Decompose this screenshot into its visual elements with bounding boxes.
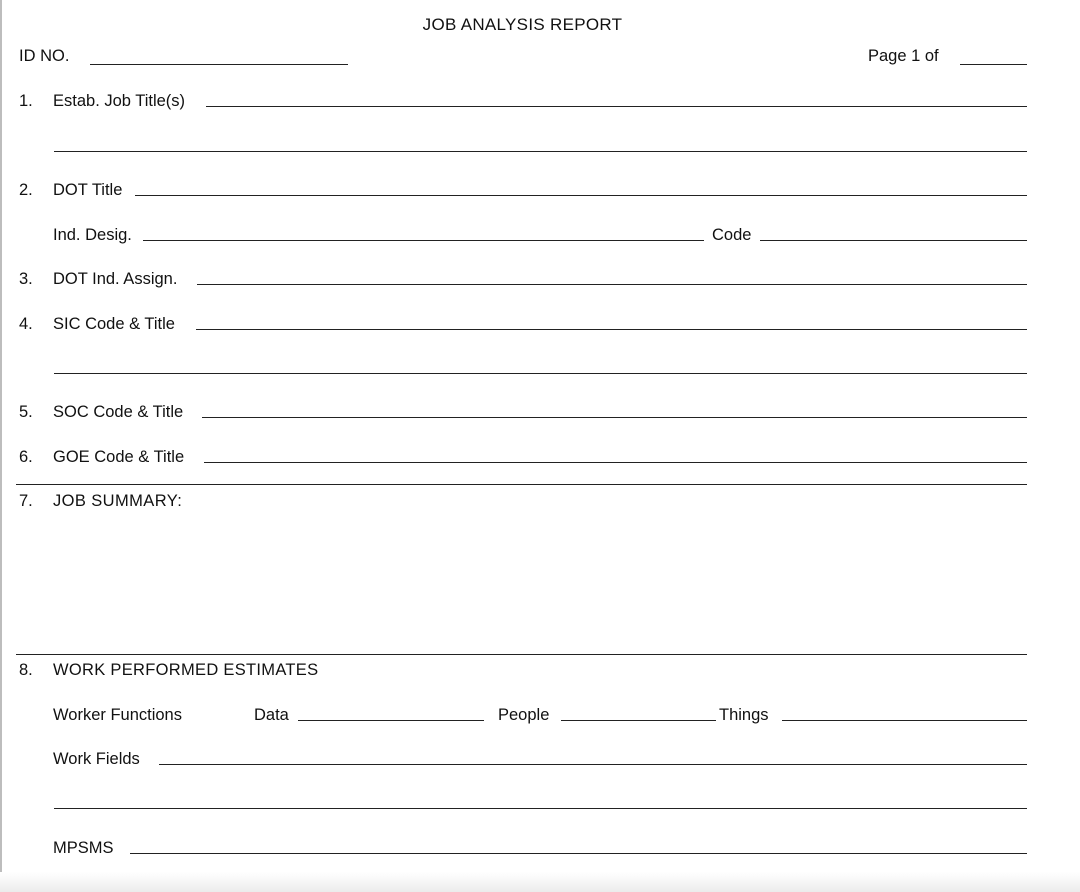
ind-desig-label: Ind. Desig.	[53, 226, 132, 244]
item-number-4: 4.	[19, 315, 33, 333]
sic-code-title-label: SIC Code & Title	[53, 315, 175, 333]
things-label: Things	[719, 706, 769, 724]
item-number-3: 3.	[19, 270, 33, 288]
job-summary-label: JOB SUMMARY:	[53, 492, 183, 510]
item-number-5: 5.	[19, 403, 33, 421]
sic-code-title-field-line-2[interactable]	[54, 373, 1027, 374]
worker-functions-label: Worker Functions	[53, 706, 182, 724]
dot-title-label: DOT Title	[53, 181, 123, 199]
mpsms-field[interactable]	[130, 853, 1027, 854]
id-no-field[interactable]	[90, 64, 348, 65]
soc-code-title-label: SOC Code & Title	[53, 403, 184, 421]
form-title: JOB ANALYSIS REPORT	[422, 15, 623, 34]
code-label: Code	[712, 226, 752, 244]
sic-code-title-field[interactable]	[196, 329, 1027, 330]
mpsms-label: MPSMS	[53, 839, 114, 857]
item-number-6: 6.	[19, 448, 33, 466]
id-no-label: ID NO.	[19, 47, 70, 65]
dot-title-field[interactable]	[135, 195, 1027, 196]
data-label: Data	[254, 706, 289, 724]
work-fields-field-line-2[interactable]	[54, 808, 1027, 809]
goe-code-title-field[interactable]	[204, 462, 1027, 463]
ind-desig-field[interactable]	[143, 240, 704, 241]
item-number-7: 7.	[19, 492, 33, 510]
page-label: Page 1 of	[868, 47, 939, 65]
section-divider-8	[16, 654, 1027, 655]
page-total-field[interactable]	[960, 64, 1027, 65]
page-bottom-shade	[0, 872, 1080, 892]
dot-ind-assign-field[interactable]	[197, 284, 1027, 285]
dot-ind-assign-label: DOT Ind. Assign.	[53, 270, 178, 288]
estab-job-title-field[interactable]	[206, 106, 1027, 107]
soc-code-title-field[interactable]	[202, 417, 1027, 418]
work-performed-label: WORK PERFORMED ESTIMATES	[53, 661, 319, 679]
people-label: People	[498, 706, 550, 724]
work-fields-label: Work Fields	[53, 750, 140, 768]
goe-code-title-label: GOE Code & Title	[53, 448, 185, 466]
estab-job-title-field-line-2[interactable]	[54, 151, 1027, 152]
people-field[interactable]	[561, 720, 716, 721]
page-edge	[0, 0, 2, 892]
item-number-8: 8.	[19, 661, 33, 679]
section-divider-7	[16, 484, 1027, 485]
code-field[interactable]	[760, 240, 1027, 241]
item-number-1: 1.	[19, 92, 33, 110]
item-number-2: 2.	[19, 181, 33, 199]
data-field[interactable]	[298, 720, 484, 721]
things-field[interactable]	[782, 720, 1027, 721]
work-fields-field[interactable]	[159, 764, 1027, 765]
job-summary-area[interactable]	[54, 514, 1027, 652]
estab-job-title-label: Estab. Job Title(s)	[53, 92, 186, 110]
